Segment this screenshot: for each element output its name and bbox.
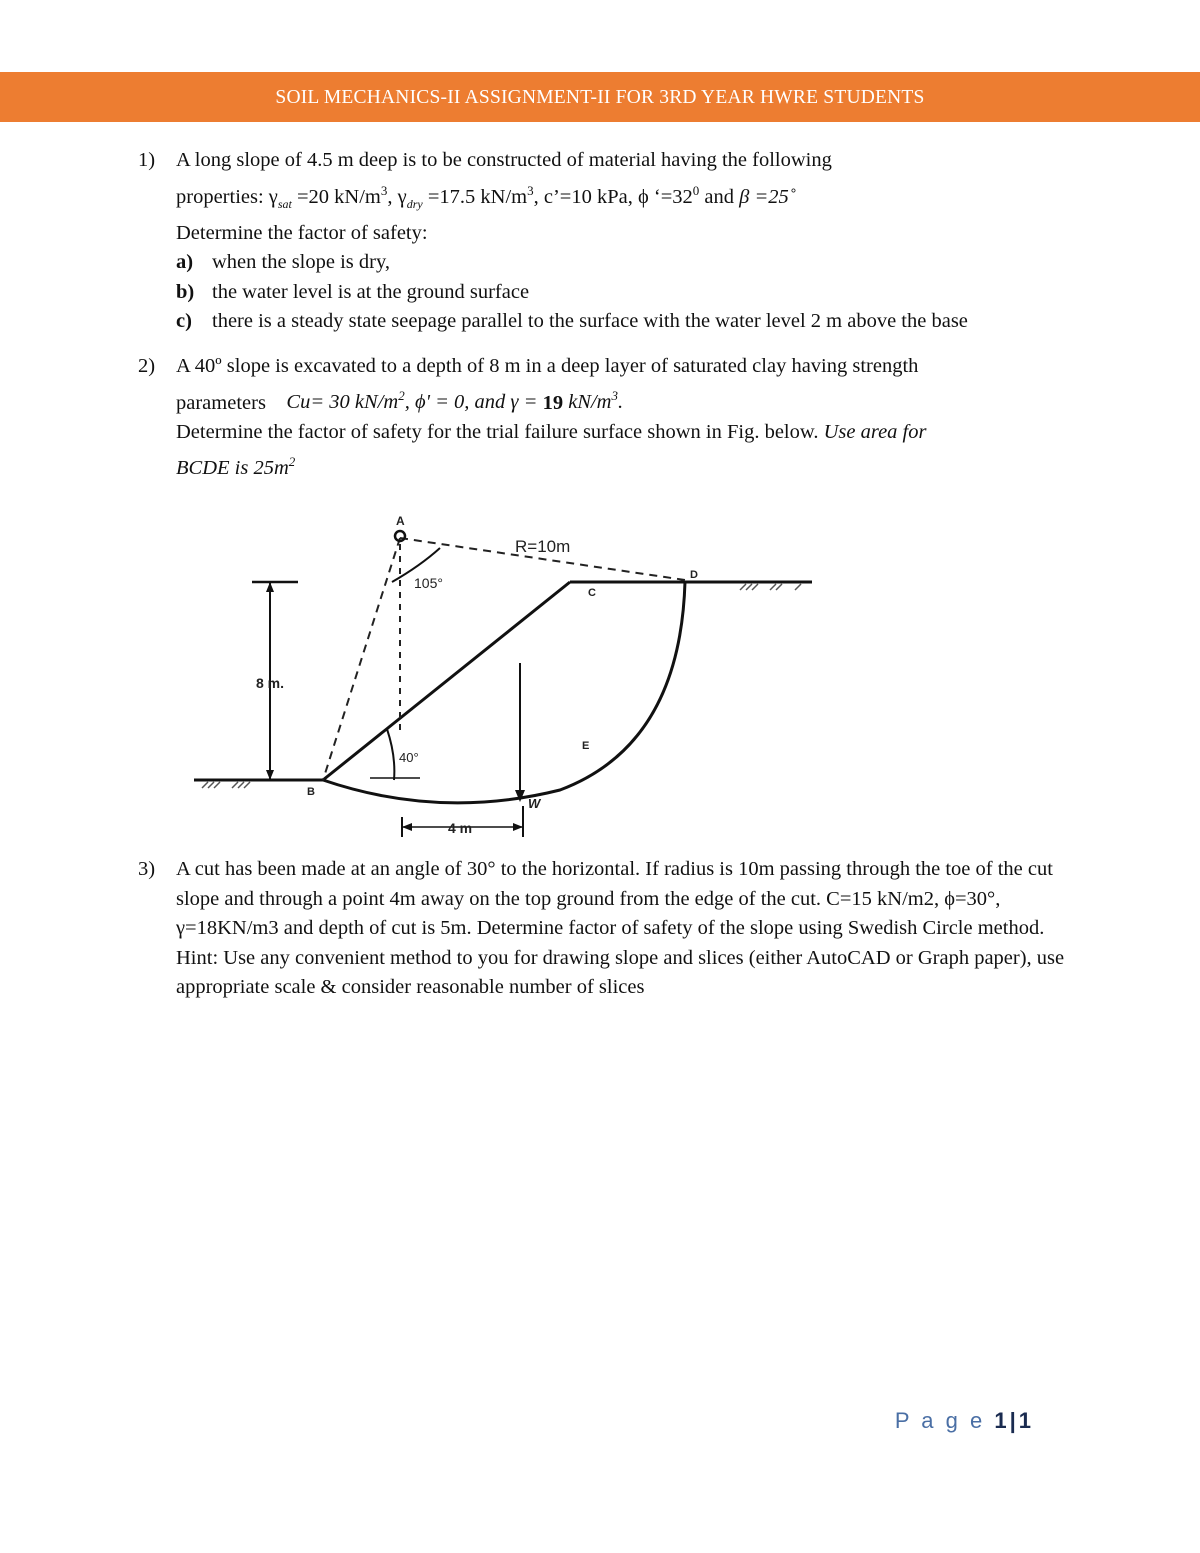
radius-line-ab [323, 538, 400, 780]
page-number: P a g e 1|1 [894, 1408, 1034, 1433]
question-text: A 40º slope is excavated to a depth of 8 m in a deep layer of saturated clay having strength [176, 355, 919, 377]
question-hint: Hint: Use any convenient method to you for drawing slope and slices (either AutoCAD or Graph paper), use appropriate scale & consider reasonable number of slices [176, 946, 1065, 998]
question-number: 3) [138, 858, 156, 880]
height-arrow-up [266, 582, 274, 592]
question-1 [138, 146, 1056, 337]
question-text: A cut has been made at an angle of 30° to the horizontal. If radius is 10m passing through the toe of the cut slope and through a point 4m away on the top ground from the edge of the cut. C=15 kN/m2, ϕ=30°, γ=18KN/m3 and depth of cut is 5m. Determine factor of safety of the slope using Swedish Circle method. [176, 858, 1053, 939]
label-a: A [396, 514, 405, 528]
label-d: D [690, 569, 698, 581]
slope-stability-figure [180, 500, 830, 845]
ground-hatching [202, 584, 801, 788]
sub-question-c: c) there is a steady state seepage parallel to the surface with the water level 2 m above the base [176, 310, 968, 333]
strength-parameters: parameters Cu= 30 $kN/m^2$, ϕ' = 0, and γ = 19 $kN/m^3$. [176, 388, 624, 414]
radius-label: R=10m [515, 537, 571, 556]
question-2 [138, 352, 1056, 484]
distance-arrow-right [513, 823, 523, 831]
question-text: A long slope of 4.5 m deep is to be constructed of material having the following [176, 149, 832, 171]
question-note: BCDE is $25m^2$ [176, 454, 296, 480]
distance-label: 4 m [448, 820, 473, 836]
label-b: B [307, 786, 315, 798]
question-3 [138, 855, 1076, 1003]
slope-angle-arc [387, 729, 394, 780]
label-e: E [582, 740, 590, 752]
slope-angle-label: 40° [399, 750, 419, 765]
failure-arc [323, 582, 685, 803]
instruction: Determine the factor of safety: [176, 221, 428, 244]
label-c: C [588, 587, 596, 599]
document-header-title: SOIL MECHANICS-II ASSIGNMENT-II FOR 3RD YEAR HWRE STUDENTS [275, 87, 925, 108]
height-label: 8 m. [256, 675, 285, 691]
question-number: 1) [138, 149, 156, 171]
material-properties: properties: $\gamma_{sat} =20$ $kN/m^3$, $\gamma_{dry} =17.5$ $kN/m^3$, c’=10 kPa, ϕ ‘$=32^0$ and β =25˚ [176, 182, 796, 211]
weight-label: W [528, 796, 541, 811]
distance-arrow-left [402, 823, 412, 831]
slope-face [323, 582, 570, 780]
header-bar [0, 72, 1200, 122]
sub-question-a: a) when the slope is dry, [176, 251, 391, 274]
centre-angle-label: 105° [414, 575, 443, 591]
sub-question-b: b) the water level is at the ground surface [176, 280, 530, 303]
question-number: 2) [138, 355, 156, 377]
question-instruction: Determine the factor of safety for the trial failure surface shown in Fig. below. Use area for [176, 420, 927, 443]
